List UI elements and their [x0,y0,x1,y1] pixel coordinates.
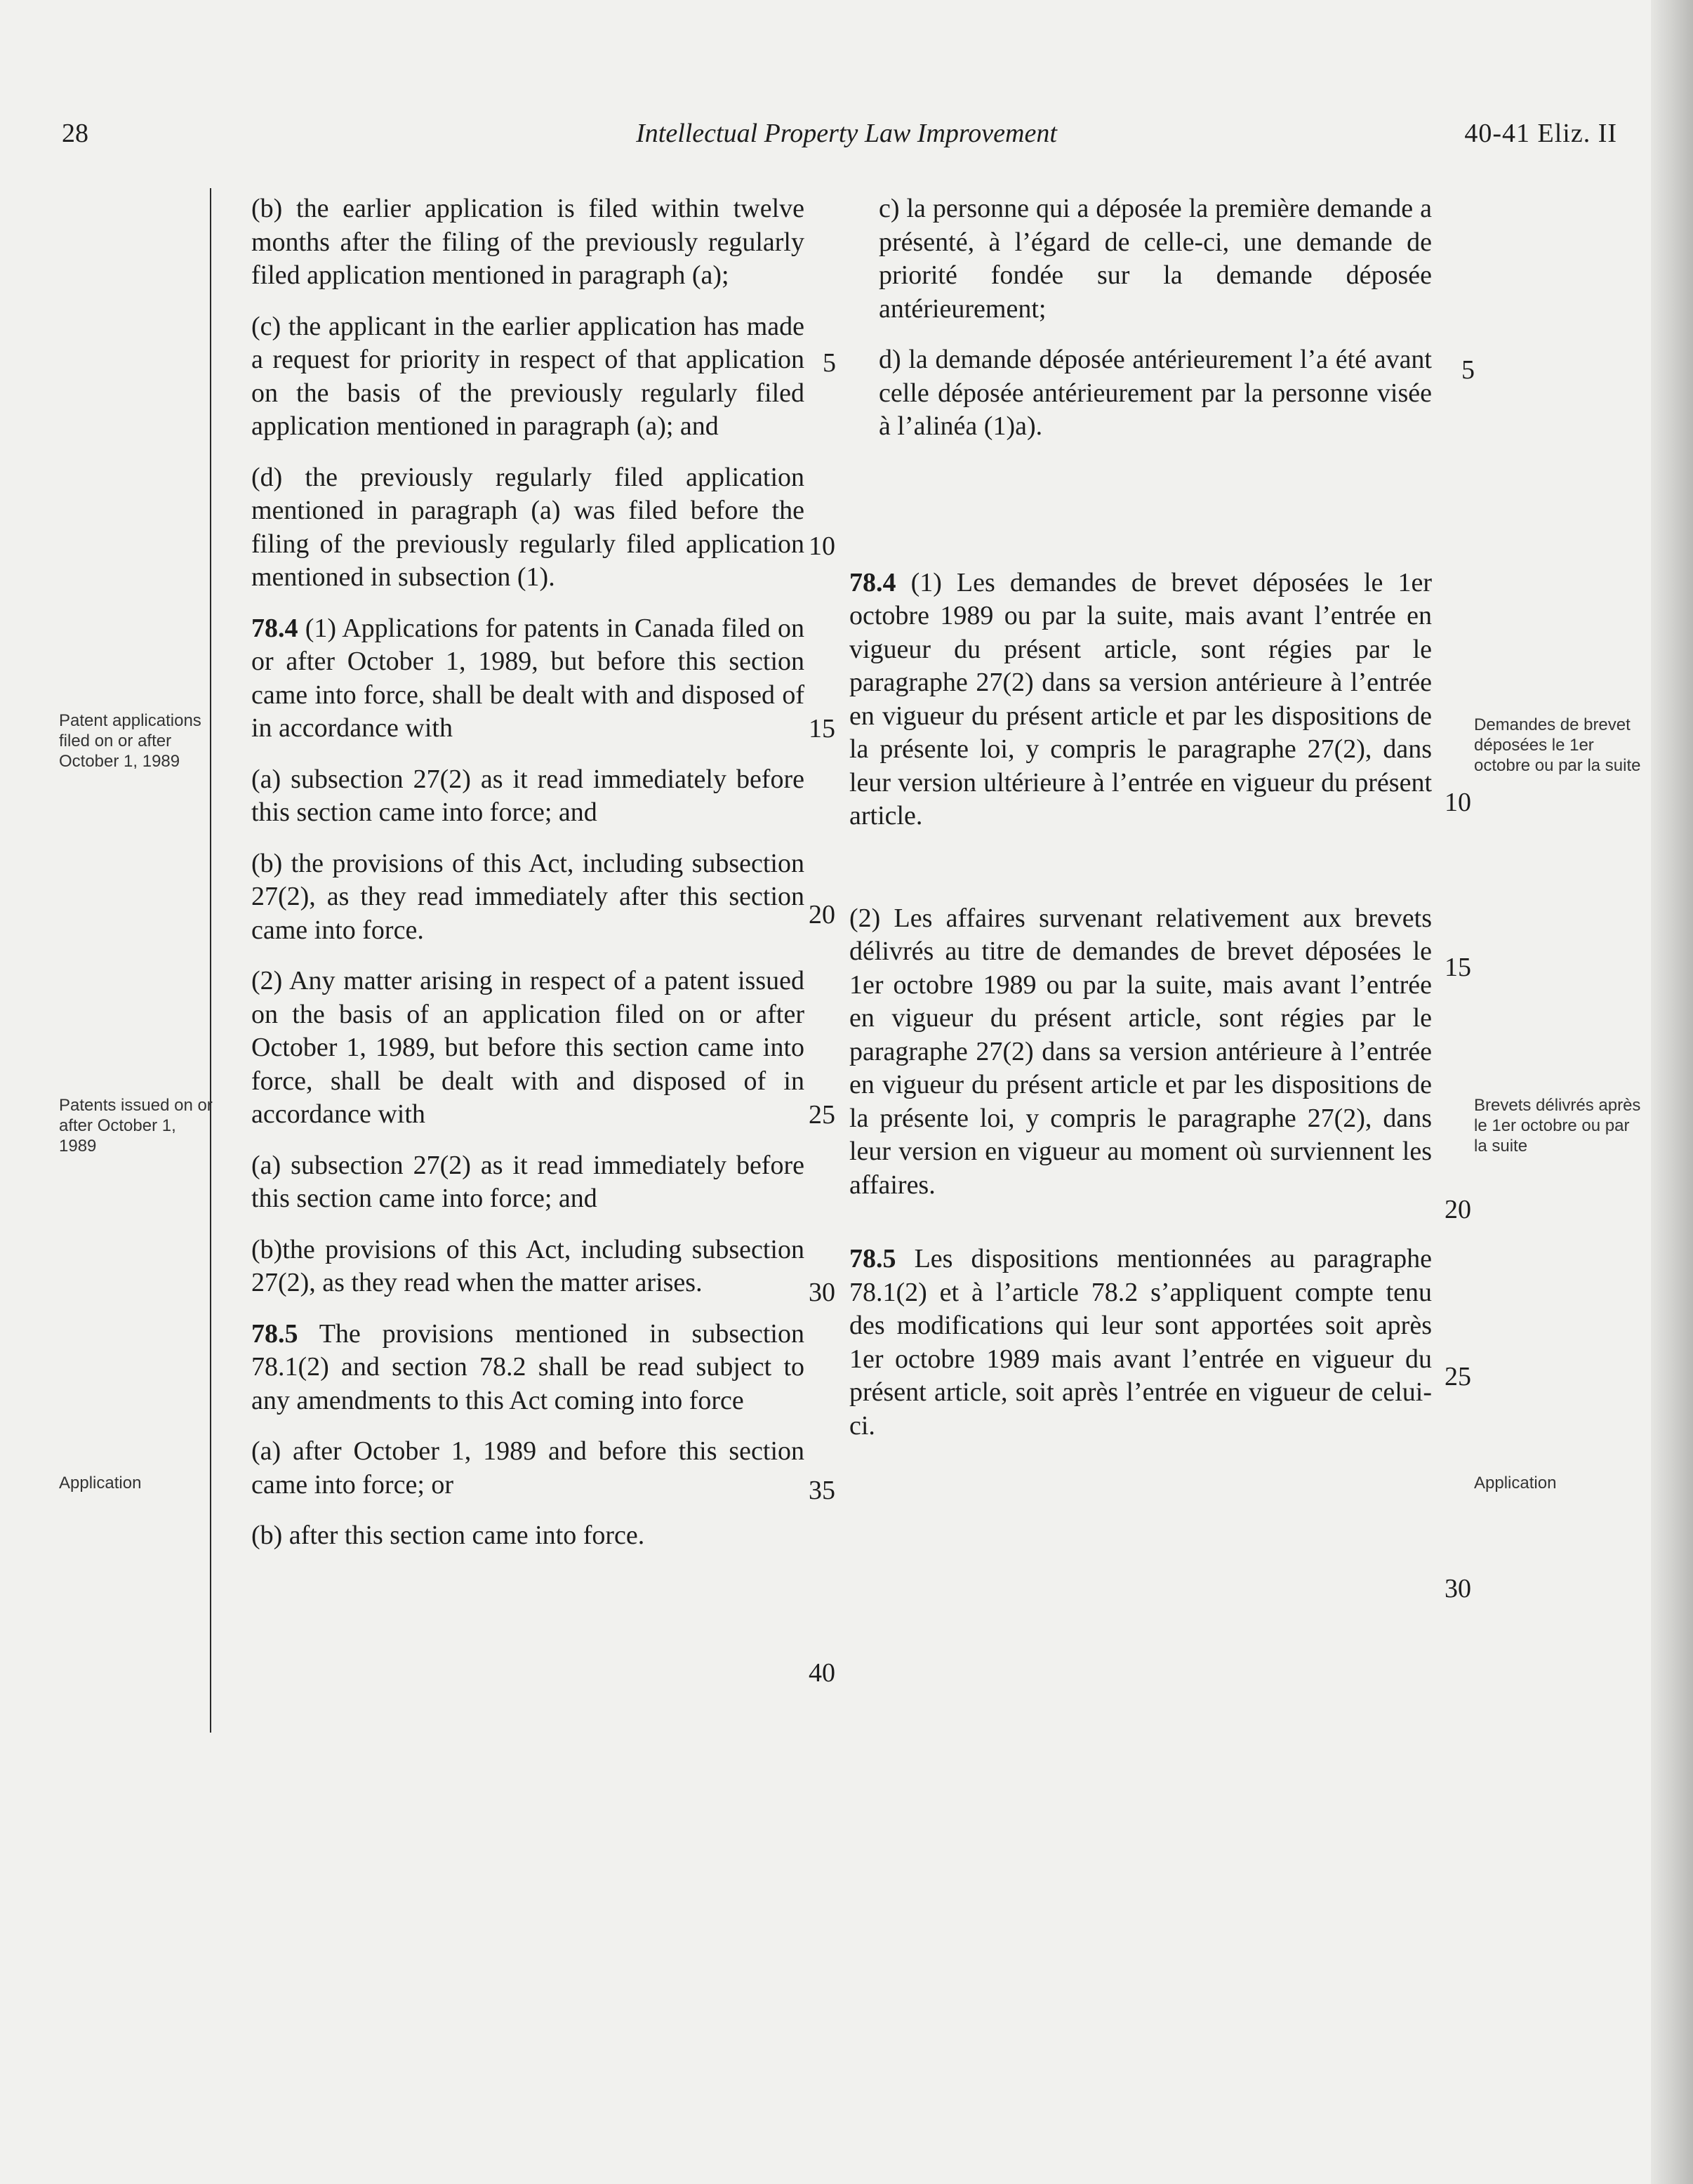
clause-c: (c) the applicant in the earlier application has made a request for priority in respect of that application on the basis of the previously regularly filed application mentioned in paragraph (a); and [251,311,804,441]
running-title: Intellectual Property Law Improvement [636,119,1057,148]
line-number: 25 [1445,1362,1471,1391]
line-number: 25 [809,1100,835,1130]
line-number: 15 [809,714,835,743]
section-78-4-2: (2) Any matter arising in respect of a patent issued on the basis of an application filed on or after October 1, 1989, but before this section came into force, shall be dealt with and disposed of in accordance with [251,966,804,1129]
clause-b: (b) after this section came into force. [251,1521,645,1550]
line-number: 5 [1461,355,1475,385]
clause-a: (a) subsection 27(2) as it read immediately before this section came into force; and [251,764,804,827]
clause-b: (b) the provisions of this Act, including subsection 27(2), as they read immediately after this section came into force. [251,848,804,945]
article-78-4-2: (2) Les affaires survenant relativement aux brevets délivrés au titre de demandes de brevet déposées le 1er octobre 1989 ou par la suite, mais avant l’entrée en vigueur du présent article, sont régies par le paragraphe 27(2) dans sa version antérieure à l’entrée en vigueur du présent article et par les dispositions de la présente loi, y compris le paragraphe 27(2), dans leur version en vigueur au moment où surviennent les affaires. [849,903,1432,1200]
line-number: 35 [809,1476,835,1505]
column-rule [210,188,211,1733]
french-column [849,192,1432,1460]
line-number: 40 [809,1658,835,1688]
marginal-note-right: Brevets délivrés après le 1er octobre ou par la suite [1474,1096,1641,1156]
line-number: 10 [1445,788,1471,817]
line-number: 30 [1445,1574,1471,1603]
section-number: 78.4 [251,613,298,643]
article-78-4-1: 78.4 (1) Les demandes de brevet déposées le 1er octobre 1989 ou par la suite, mais avant l’entrée en vigueur du présent article, sont régies par le paragraphe 27(2) dans sa version antérieure à l’entrée en vigueur du présent article et par les dispositions de la présente loi, y compris le paragraphe 27(2), dans leur version ultérieure à l’entrée en vigueur du présent article. [849,567,1432,830]
line-number: 5 [823,348,836,378]
alinea-d: d) la demande déposée antérieurement l’a été avant celle déposée antérieurement par la personne visée à l’alinéa (1)a). [879,345,1432,441]
marginal-note-left: Application [59,1474,142,1493]
regnal-year: 40-41 Eliz. II [1464,119,1617,148]
clause-a: (a) subsection 27(2) as it read immediately before this section came into force; and [251,1150,804,1213]
line-number: 10 [809,531,835,561]
marginal-note-left: Patents issued on or after October 1, 1989 [59,1096,213,1156]
section-78-5: 78.5 The provisions mentioned in subsection 78.1(2) and section 78.2 shall be read subject to any amendments to this Act coming into force [251,1318,804,1415]
clause-b: (b)the provisions of this Act, including subsection 27(2), as they read when the matter arises. [251,1234,804,1297]
section-number: 78.5 [849,1244,896,1273]
page-number: 28 [62,119,88,148]
section-78-4-1: 78.4 (1) Applications for patents in Canada filed on or after October 1, 1989, but before this section came into force, shall be dealt with and disposed of in accordance with [251,613,804,743]
clause-d: (d) the previously regularly filed application mentioned in paragraph (a) was filed before the filing of the previously regularly filed application mentioned in subsection (1). [251,462,804,592]
section-number: 78.4 [849,567,896,597]
section-number: 78.5 [251,1318,298,1349]
clause-a: (a) after October 1, 1989 and before this section came into force; or [251,1436,804,1500]
page-edge-shadow [1651,0,1693,2184]
english-column [222,192,804,1570]
alinea-c: c) la personne qui a déposée la première demande a présenté, à l’égard de celle-ci, une demande de priorité fondée sur la demande déposée antérieurement; [879,194,1432,324]
clause-b: (b) the earlier application is filed within twelve months after the filing of the previously regularly filed application mentioned in paragraph (a); [251,194,804,290]
marginal-note-left: Patent applications filed on or after October 1, 1989 [59,711,201,771]
marginal-note-right: Application [1474,1474,1557,1493]
marginal-note-right: Demandes de brevet déposées le 1er octobre ou par la suite [1474,715,1641,775]
line-number: 20 [809,900,835,929]
article-78-5: 78.5 Les dispositions mentionnées au paragraphe 78.1(2) et à l’article 78.2 s’appliquent compte tenu des modifications qui leur sont apportées soit après 1er octobre 1989 mais avant l’entrée en vigueur du présent article, soit après l’entrée en vigueur de celui-ci. [849,1244,1433,1441]
line-number: 20 [1445,1195,1471,1224]
line-number: 30 [809,1278,835,1307]
line-number: 15 [1445,953,1471,982]
